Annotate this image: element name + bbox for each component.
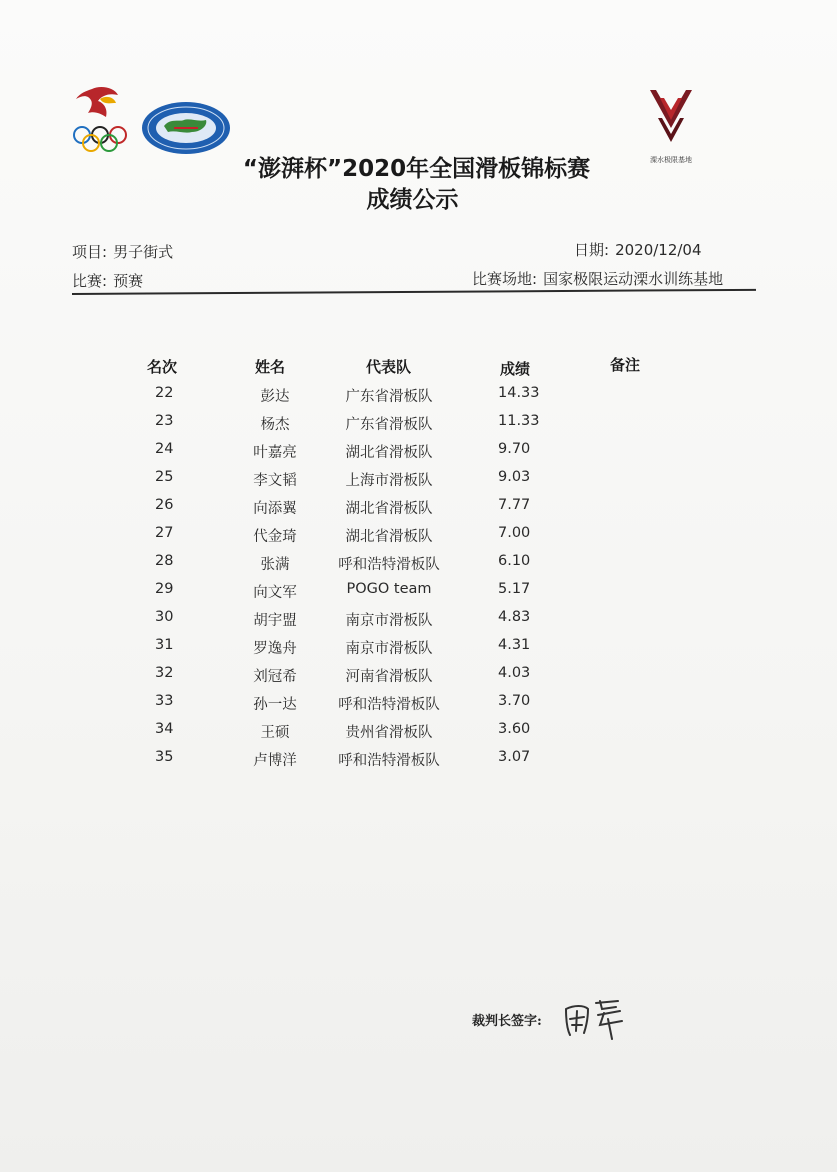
page-subtitle: 成绩公示 xyxy=(366,187,459,213)
stage-value: 预赛 xyxy=(113,272,144,290)
venue-value: 国家极限运动溧水训练基地 xyxy=(543,270,724,288)
score-cell: 9.03 xyxy=(498,469,531,485)
name-cell: 胡宇盟 xyxy=(253,613,297,629)
rank-cell: 28 xyxy=(155,553,174,569)
team-cell: 南京市滑板队 xyxy=(345,641,433,657)
team-cell: 呼和浩特滑板队 xyxy=(338,697,440,713)
venue-label: 比赛场地: xyxy=(472,270,538,288)
rank-cell: 24 xyxy=(155,441,174,457)
score-cell: 3.07 xyxy=(498,749,531,765)
header-rank: 名次 xyxy=(147,358,178,376)
name-cell: 杨杰 xyxy=(260,417,290,433)
signature-handwriting xyxy=(560,995,630,1041)
table-row xyxy=(0,380,837,408)
table-row xyxy=(0,408,837,436)
name-cell: 张满 xyxy=(260,557,290,573)
header-divider xyxy=(72,289,756,295)
date-label: 日期: xyxy=(574,241,610,259)
event-label: 项目: xyxy=(72,243,108,261)
olympic-rings-emblem-icon xyxy=(70,85,130,160)
score-cell: 4.83 xyxy=(498,609,531,625)
score-cell: 11.33 xyxy=(498,413,540,429)
name-cell: 彭达 xyxy=(260,389,290,405)
rank-cell: 27 xyxy=(155,525,174,541)
rank-cell: 23 xyxy=(155,413,174,429)
header-name: 姓名 xyxy=(255,358,286,376)
page-title: “澎湃杯”2020年全国滑板锦标赛 xyxy=(242,156,591,182)
score-cell: 14.33 xyxy=(498,385,540,401)
team-cell: 广东省滑板队 xyxy=(345,417,433,433)
rank-cell: 35 xyxy=(155,749,174,765)
rank-cell: 34 xyxy=(155,721,174,737)
team-cell: 呼和浩特滑板队 xyxy=(338,557,440,573)
score-cell: 9.70 xyxy=(498,441,531,457)
header-team: 代表队 xyxy=(366,358,412,376)
table-row xyxy=(0,548,837,576)
name-cell: 李文韬 xyxy=(253,473,297,489)
base-emblem-caption: 溧水极限基地 xyxy=(650,156,692,164)
header-score: 成绩 xyxy=(500,360,531,378)
name-cell: 罗逸舟 xyxy=(253,641,297,657)
team-cell: 广东省滑板队 xyxy=(345,389,433,405)
table-row xyxy=(0,464,837,492)
header-note: 备注 xyxy=(610,356,641,374)
rank-cell: 33 xyxy=(155,693,174,709)
event-value: 男子街式 xyxy=(113,243,174,261)
venue-field xyxy=(472,268,723,289)
name-cell: 卢博洋 xyxy=(253,753,297,769)
team-cell: 湖北省滑板队 xyxy=(345,529,433,545)
score-cell: 7.77 xyxy=(498,497,531,513)
team-cell: 南京市滑板队 xyxy=(345,613,433,629)
table-row xyxy=(0,576,837,604)
team-cell: 湖北省滑板队 xyxy=(345,501,433,517)
table-row xyxy=(0,688,837,716)
date-value: 2020/12/04 xyxy=(615,241,702,259)
table-row xyxy=(0,492,837,520)
team-cell: 呼和浩特滑板队 xyxy=(338,753,440,769)
name-cell: 向添翼 xyxy=(253,501,297,517)
score-cell: 7.00 xyxy=(498,525,531,541)
table-row xyxy=(0,632,837,660)
stage-field xyxy=(72,270,143,291)
table-row xyxy=(0,520,837,548)
name-cell: 孙一达 xyxy=(253,697,297,713)
globe-emblem-icon xyxy=(140,100,232,156)
rank-cell: 30 xyxy=(155,609,174,625)
score-cell: 4.03 xyxy=(498,665,531,681)
score-cell: 3.60 xyxy=(498,721,531,737)
table-row xyxy=(0,436,837,464)
table-row xyxy=(0,744,837,772)
team-cell: 湖北省滑板队 xyxy=(345,445,433,461)
rank-cell: 32 xyxy=(155,665,174,681)
table-row xyxy=(0,604,837,632)
team-cell: POGO team xyxy=(346,581,432,597)
table-row xyxy=(0,716,837,744)
score-cell: 5.17 xyxy=(498,581,531,597)
rank-cell: 25 xyxy=(155,469,174,485)
stage-label: 比赛: xyxy=(72,272,108,290)
team-cell: 河南省滑板队 xyxy=(345,669,433,685)
name-cell: 叶嘉亮 xyxy=(253,445,297,461)
rank-cell: 22 xyxy=(155,385,174,401)
rank-cell: 29 xyxy=(155,581,174,597)
date-field xyxy=(574,239,702,260)
name-cell: 王硕 xyxy=(260,725,290,741)
name-cell: 代金琦 xyxy=(253,529,297,545)
signature-label: 裁判长签字: xyxy=(472,1014,542,1029)
name-cell: 向文军 xyxy=(253,585,297,601)
rank-cell: 26 xyxy=(155,497,174,513)
team-cell: 贵州省滑板队 xyxy=(345,725,433,741)
score-cell: 4.31 xyxy=(498,637,531,653)
score-cell: 3.70 xyxy=(498,693,531,709)
team-cell: 上海市滑板队 xyxy=(345,473,433,489)
name-cell: 刘冠希 xyxy=(253,669,297,685)
table-row xyxy=(0,660,837,688)
score-cell: 6.10 xyxy=(498,553,531,569)
rank-cell: 31 xyxy=(155,637,174,653)
event-field xyxy=(72,241,173,262)
